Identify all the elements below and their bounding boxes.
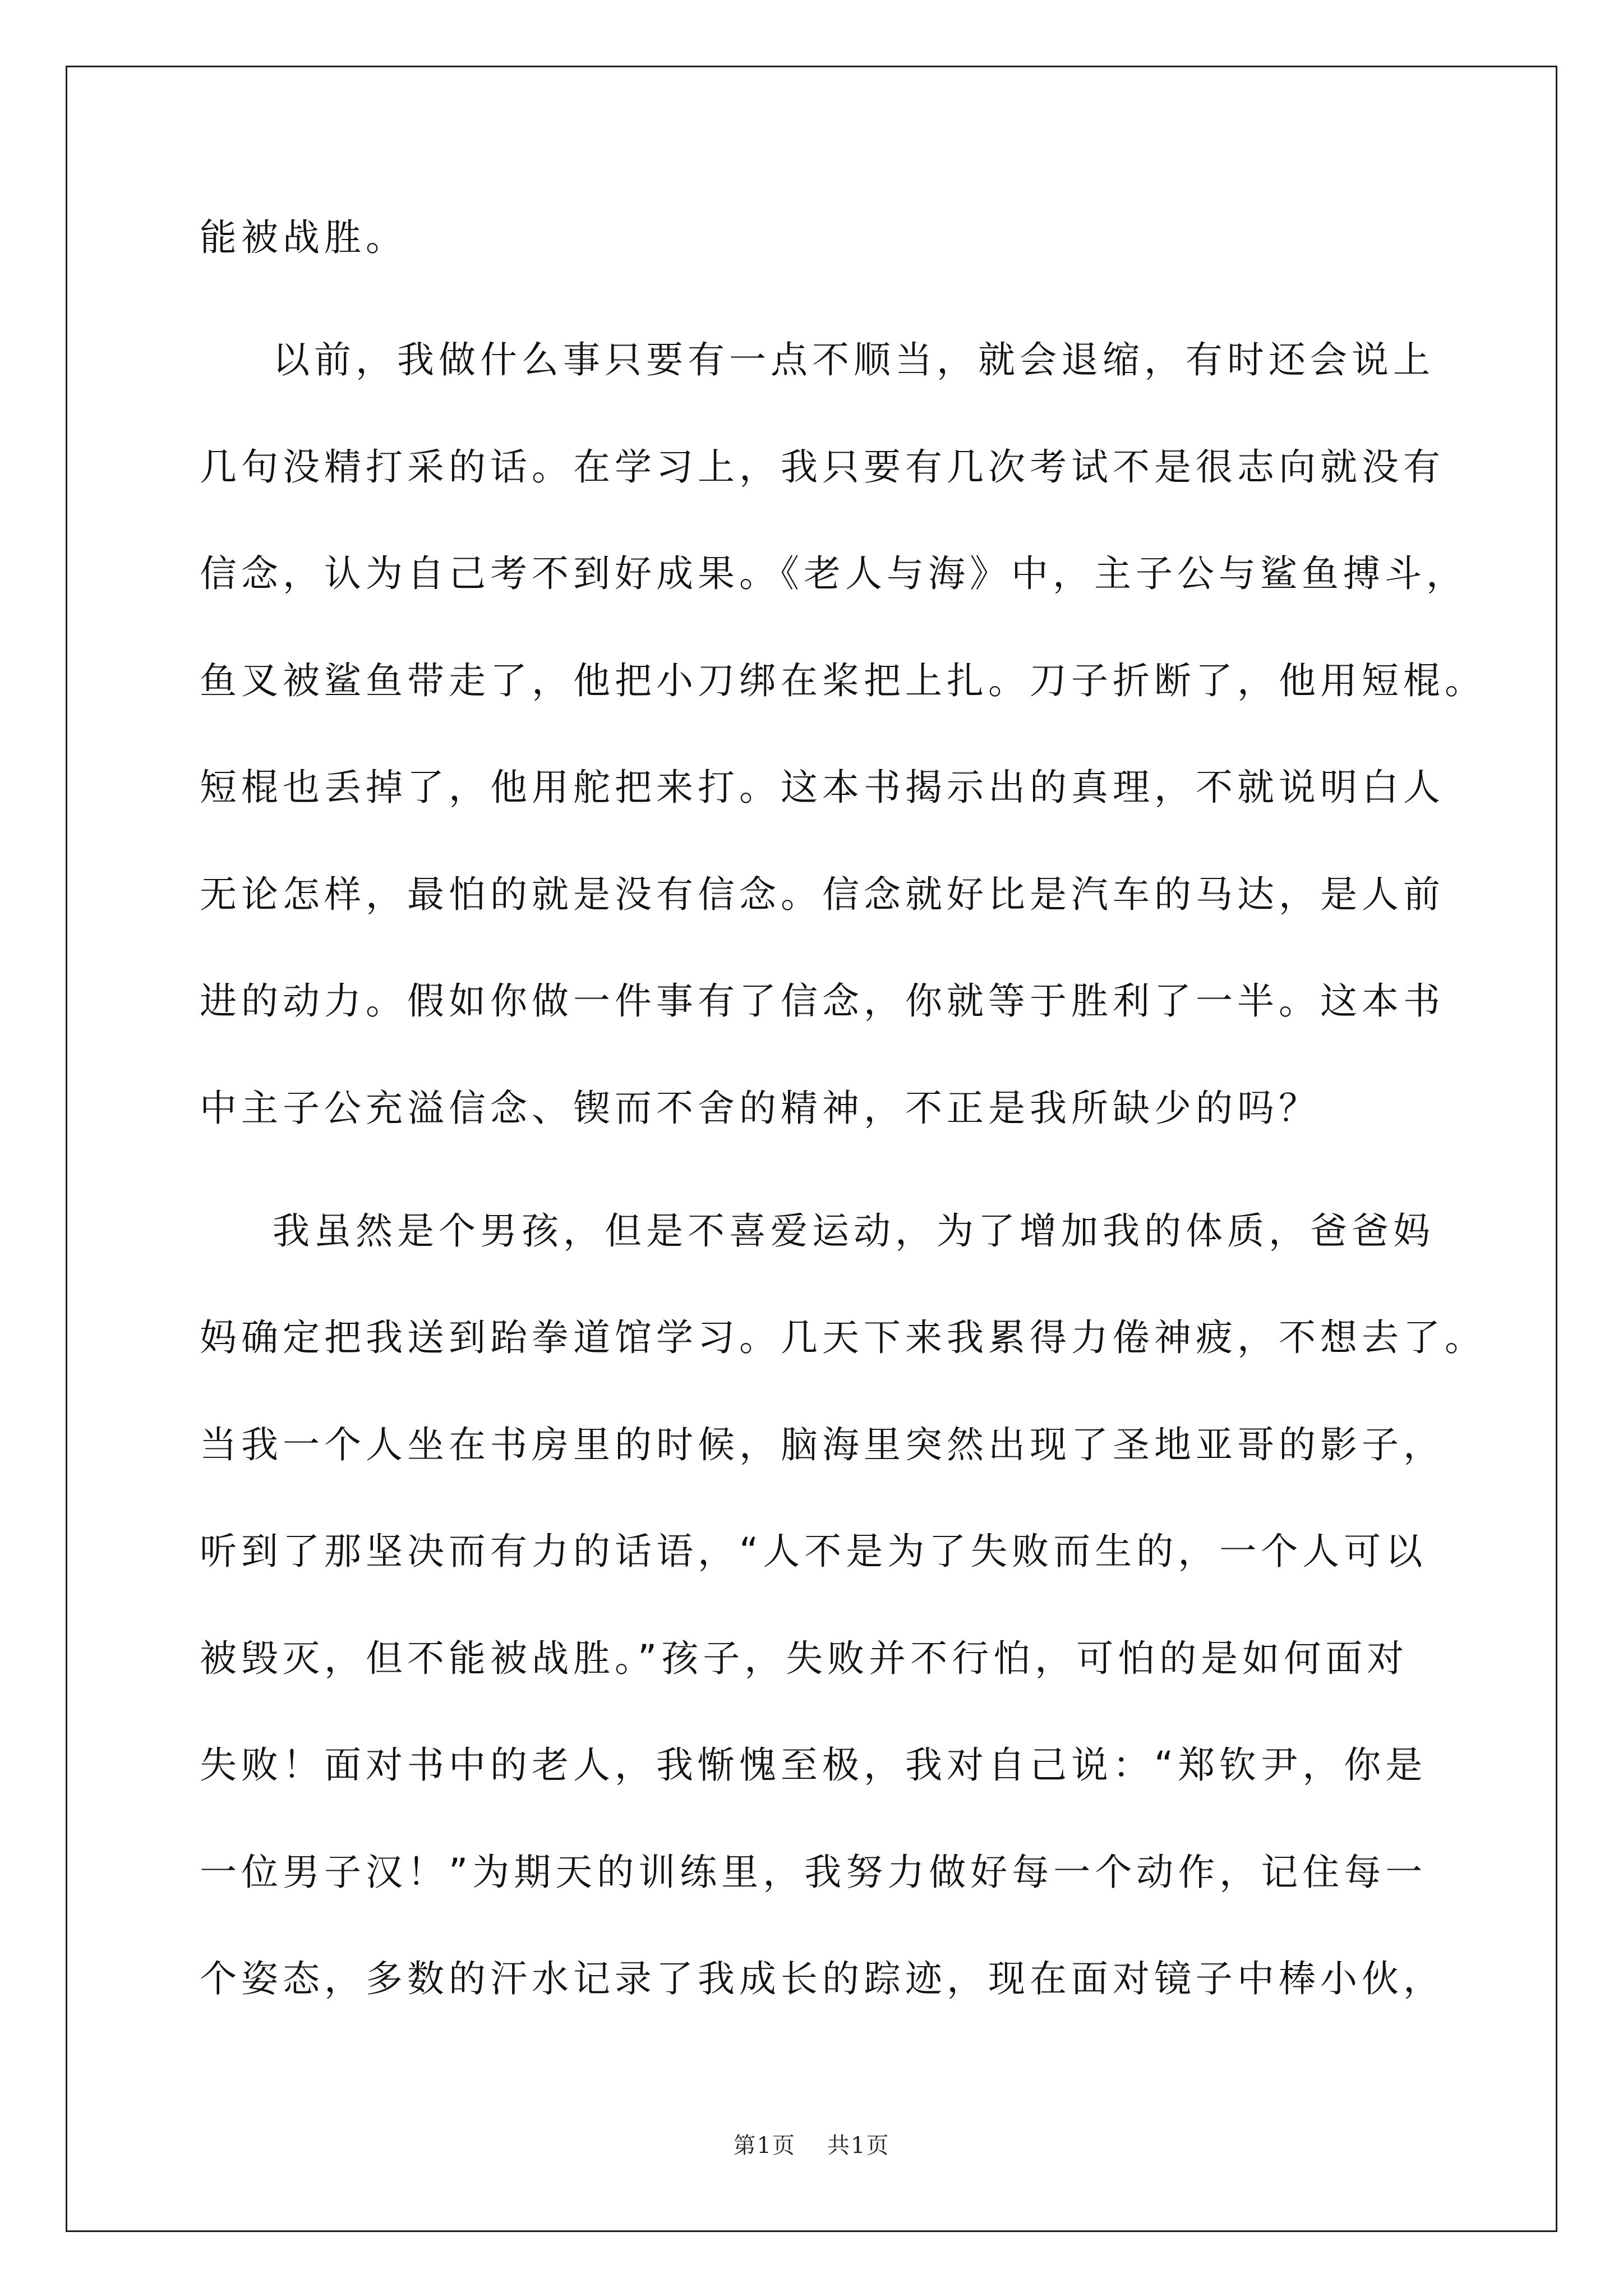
text-line: 个姿态，多数的汗水记录了我成长的踪迹，现在面对镜子中棒小伙， [200,1957,1445,2000]
text-line: 中主子公充溢信念、锲而不舍的精神，不正是我所缺少的吗？ [200,1087,1320,1130]
text-line: 一位男子汉！”为期天的训练里，我努力做好每一个动作，记住每一 [200,1851,1427,1894]
text-line: 无论怎样，最怕的就是没有信念。信念就好比是汽车的马达，是人前 [200,873,1445,916]
page-frame [66,66,1557,2232]
page-number: 第1页 [733,2133,796,2159]
text-line: 进的动力。假如你做一件事有了信念，你就等于胜利了一半。这本书 [200,979,1445,1023]
text-line: 当我一个人坐在书房里的时候，脑海里突然出现了圣地亚哥的影子， [200,1423,1445,1466]
paragraph-start-line: 我虽然是个男孩，但是不喜爱运动，为了增加我的体质，爸爸妈 [273,1209,1435,1253]
paragraph-start-line: 以前，我做什么事只要有一点不顺当，就会退缩，有时还会说上 [273,338,1435,381]
text-line: 被毁灭，但不能被战胜。”孩子，失败并不行怕，可怕的是如何面对 [200,1637,1409,1680]
text-line: 短棍也丢掉了，他用舵把来打。这本书揭示出的真理，不就说明白人 [200,766,1445,809]
text-line: 能被战胜。 [200,216,407,259]
text-line: 鱼叉被鲨鱼带走了，他把小刀绑在桨把上扎。刀子折断了，他用短棍。 [200,659,1486,702]
text-line: 听到了那坚决而有力的话语，“人不是为了失败而生的，一个人可以 [200,1530,1427,1573]
text-line: 信念，认为自己考不到好成果。《老人与海》中，主子公与鲨鱼搏斗， [200,552,1468,595]
page-total: 共1页 [827,2133,890,2159]
text-line: 妈确定把我送到跆拳道馆学习。几天下来我累得力倦神疲，不想去了。 [200,1316,1486,1359]
text-line: 失败！面对书中的老人，我惭愧至极，我对自己说：“郑钦尹，你是 [200,1743,1427,1787]
text-line: 几句没精打采的话。在学习上，我只要有几次考试不是很志向就没有 [200,445,1445,489]
page-footer [0,2128,1623,2160]
